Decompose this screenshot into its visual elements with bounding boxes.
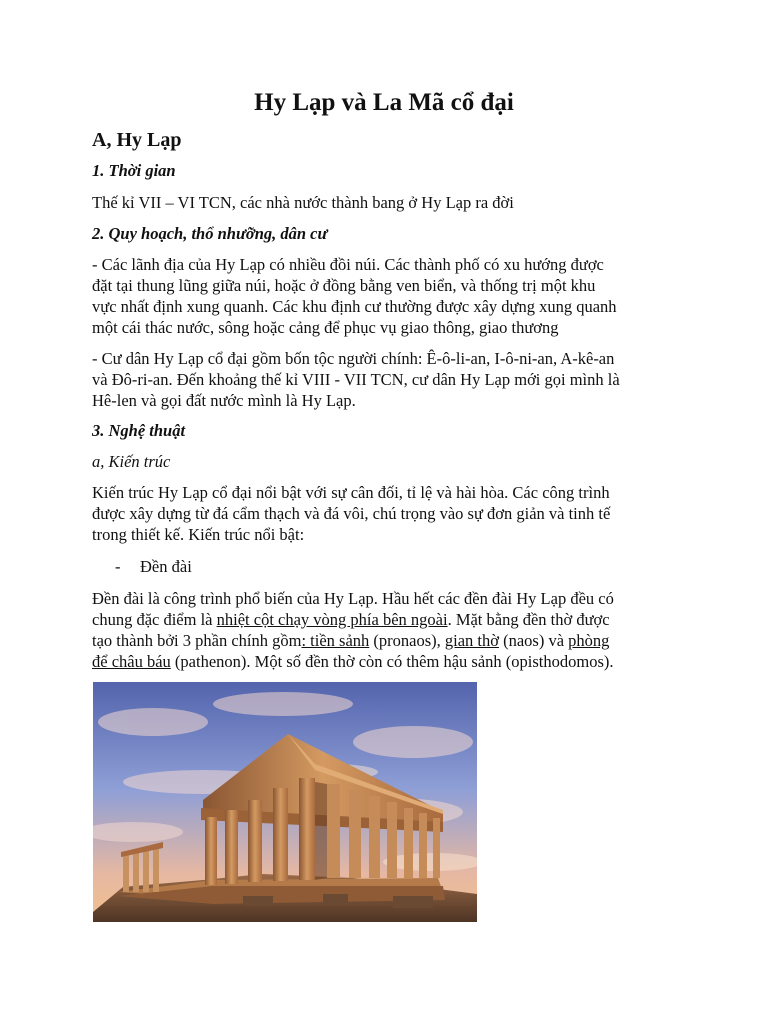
text-line: trong thiết kế. Kiến trúc nổi bật: <box>92 525 305 544</box>
underlined-term: nhiệt cột chạy vòng phía bên ngoài <box>216 610 448 629</box>
subheading-architecture: a, Kiến trúc <box>92 452 171 471</box>
text-line: Kiến trúc Hy Lạp cổ đại nổi bật với sự cân đối, tỉ lệ và hài hòa. Các công trình <box>92 483 610 502</box>
bullet-label: Đền đài <box>140 557 192 576</box>
paragraph-architecture <box>92 482 682 545</box>
underlined-term: để châu báu <box>92 652 171 671</box>
text-line: Đền đài là công trình phổ biến của Hy Lạp. Hầu hết các đền đài Hy Lạp đều có <box>92 589 614 608</box>
text-line <box>92 651 682 672</box>
text-run: . Mặt bằng đền thờ được <box>447 610 610 629</box>
underlined-term: : tiền sảnh <box>301 631 370 650</box>
heading-art: 3. Nghệ thuật <box>92 421 186 440</box>
text-line: - Cư dân Hy Lạp cổ đại gồm bốn tộc người chính: Ê-ô-li-an, I-ô-ni-an, A-kê-an <box>92 349 615 368</box>
document-title: Hy Lạp và La Mã cổ đại <box>254 89 514 116</box>
text-line <box>92 630 682 651</box>
text-run: chung đặc điểm là <box>92 610 217 629</box>
text-line: vực nhất định xung quanh. Các khu định cư thường được xây dựng xung quanh <box>92 297 617 316</box>
text-line: Hê-len và gọi đất nước mình là Hy Lạp. <box>92 391 356 410</box>
section-heading-greece: A, Hy Lạp <box>92 129 182 151</box>
text-line: đặt tại thung lũng giữa núi, hoặc ở đồng bằng ven biển, và thống trị một khu <box>92 276 596 295</box>
paragraph-planning-1 <box>92 254 682 338</box>
parthenon-illustration <box>93 682 477 922</box>
bullet-temple <box>115 556 192 577</box>
heading-planning: 2. Quy hoạch, thổ nhưỡng, dân cư <box>92 224 328 243</box>
text-line: một cái thác nước, sông hoặc cảng để phục vụ giao thông, giao thương <box>92 318 559 337</box>
paragraph-planning-2 <box>92 348 682 411</box>
underlined-term: gian thờ <box>444 631 499 650</box>
text-run: (naos) và <box>498 631 569 650</box>
paragraph-time <box>92 192 682 213</box>
text-line: và Đô-ri-an. Đến khoảng thế kỉ VIII - VII TCN, cư dân Hy Lạp mới gọi mình là <box>92 370 620 389</box>
text-run: tạo thành bởi 3 phần chính gồm <box>92 631 302 650</box>
text-line: Thế kỉ VII – VI TCN, các nhà nước thành bang ở Hy Lạp ra đời <box>92 193 514 212</box>
heading-time: 1. Thời gian <box>92 161 176 180</box>
parthenon-photo <box>93 682 477 922</box>
underlined-term: phòng <box>568 631 610 650</box>
bullet-dash: - <box>115 557 121 576</box>
text-run: (pronaos), <box>369 631 445 650</box>
paragraph-temple <box>92 588 682 672</box>
text-line: - Các lãnh địa của Hy Lạp có nhiều đồi núi. Các thành phố có xu hướng được <box>92 255 604 274</box>
text-line <box>92 609 682 630</box>
text-line: được xây dựng từ đá cẩm thạch và đá vôi, chú trọng vào sự đơn giản và tinh tế <box>92 504 611 523</box>
text-run: (pathenon). Một số đền thờ còn có thêm hậu sảnh (opisthodomos). <box>170 652 614 671</box>
